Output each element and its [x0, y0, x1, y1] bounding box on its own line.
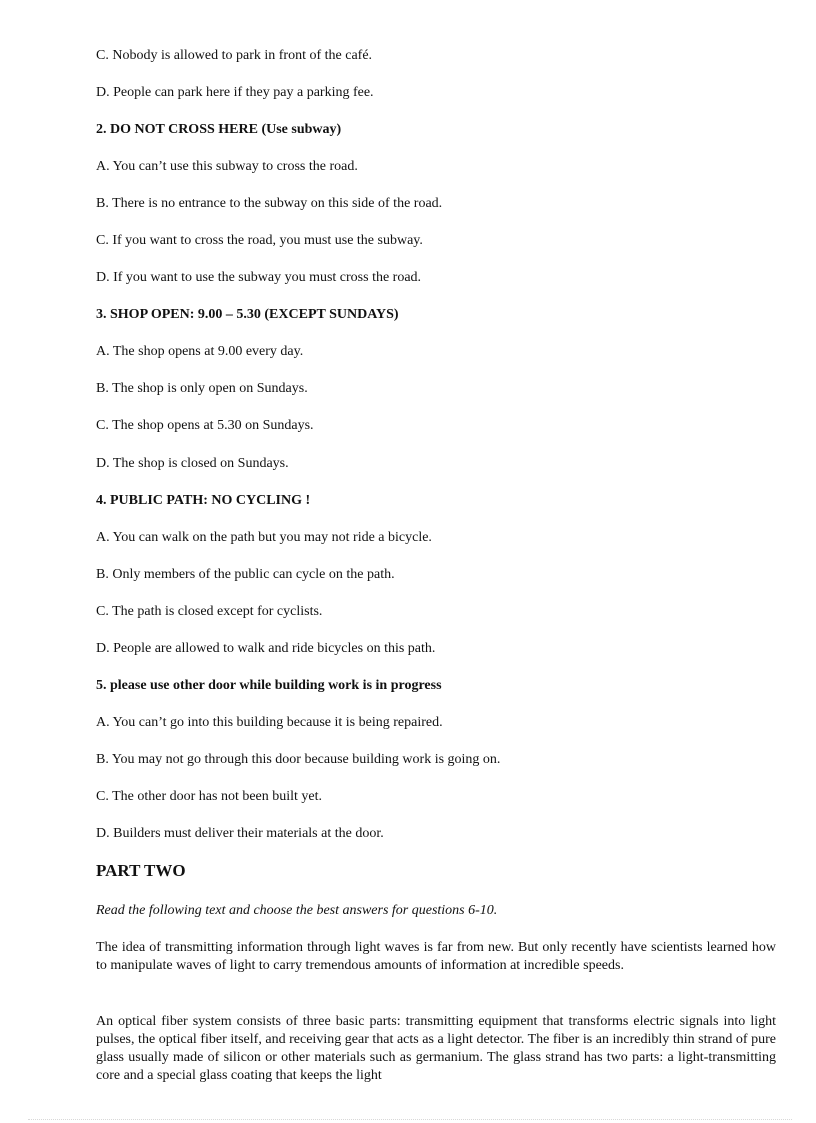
q5-option-a: A. You can’t go into this building because it is being repaired. — [96, 715, 443, 730]
reading-paragraph-2: An optical fiber system consists of three basic parts: transmitting equipment that transforms electric signals into light pulses, the optical fiber itself, and receiving gear that acts as a light detector. The fiber is an incredibly thin strand of pure glass usually made of silicon or other materials such as germanium. The glass strand has two parts: a light-transmitting core and a special glass coating that keeps the light — [96, 1014, 776, 1083]
q4-option-b: B. Only members of the public can cycle on the path. — [96, 567, 395, 582]
q5-option-c: C. The other door has not been built yet. — [96, 789, 323, 804]
q2-option-d: D. If you want to use the subway you must cross the road. — [96, 270, 422, 285]
q2-option-c: C. If you want to cross the road, you must use the subway. — [96, 233, 423, 248]
q1-option-c: C. Nobody is allowed to park in front of the café. — [96, 48, 373, 63]
q3-option-b: B. The shop is only open on Sundays. — [96, 381, 308, 396]
reading-paragraph-1: The idea of transmitting information through light waves is far from new. But only recently have scientists learned how to manipulate waves of light to carry tremendous amounts of information at incredible speeds. — [96, 940, 776, 973]
q4-option-c: C. The path is closed except for cyclists. — [96, 604, 323, 619]
q3-option-a: A. The shop opens at 9.00 every day. — [96, 344, 304, 359]
question-4-heading: 4. PUBLIC PATH: NO CYCLING ! — [96, 493, 311, 508]
q3-option-d: D. The shop is closed on Sundays. — [96, 456, 289, 471]
page-bottom-divider — [28, 1119, 792, 1120]
question-2-heading: 2. DO NOT CROSS HERE (Use subway) — [96, 122, 342, 137]
part-two-instruction: Read the following text and choose the best answers for questions 6-10. — [96, 903, 498, 918]
q1-option-d: D. People can park here if they pay a parking fee. — [96, 85, 374, 100]
question-5-heading: 5. please use other door while building work is in progress — [96, 678, 442, 693]
part-two-heading: PART TWO — [96, 861, 186, 880]
q2-option-b: B. There is no entrance to the subway on this side of the road. — [96, 196, 443, 211]
q2-option-a: A. You can’t use this subway to cross the road. — [96, 159, 358, 174]
q5-option-d: D. Builders must deliver their materials at the door. — [96, 826, 384, 841]
q5-option-b: B. You may not go through this door because building work is going on. — [96, 752, 501, 767]
question-3-heading: 3. SHOP OPEN: 9.00 – 5.30 (EXCEPT SUNDAYS) — [96, 307, 399, 322]
q3-option-c: C. The shop opens at 5.30 on Sundays. — [96, 418, 314, 433]
q4-option-a: A. You can walk on the path but you may not ride a bicycle. — [96, 530, 432, 545]
q4-option-d: D. People are allowed to walk and ride bicycles on this path. — [96, 641, 436, 656]
